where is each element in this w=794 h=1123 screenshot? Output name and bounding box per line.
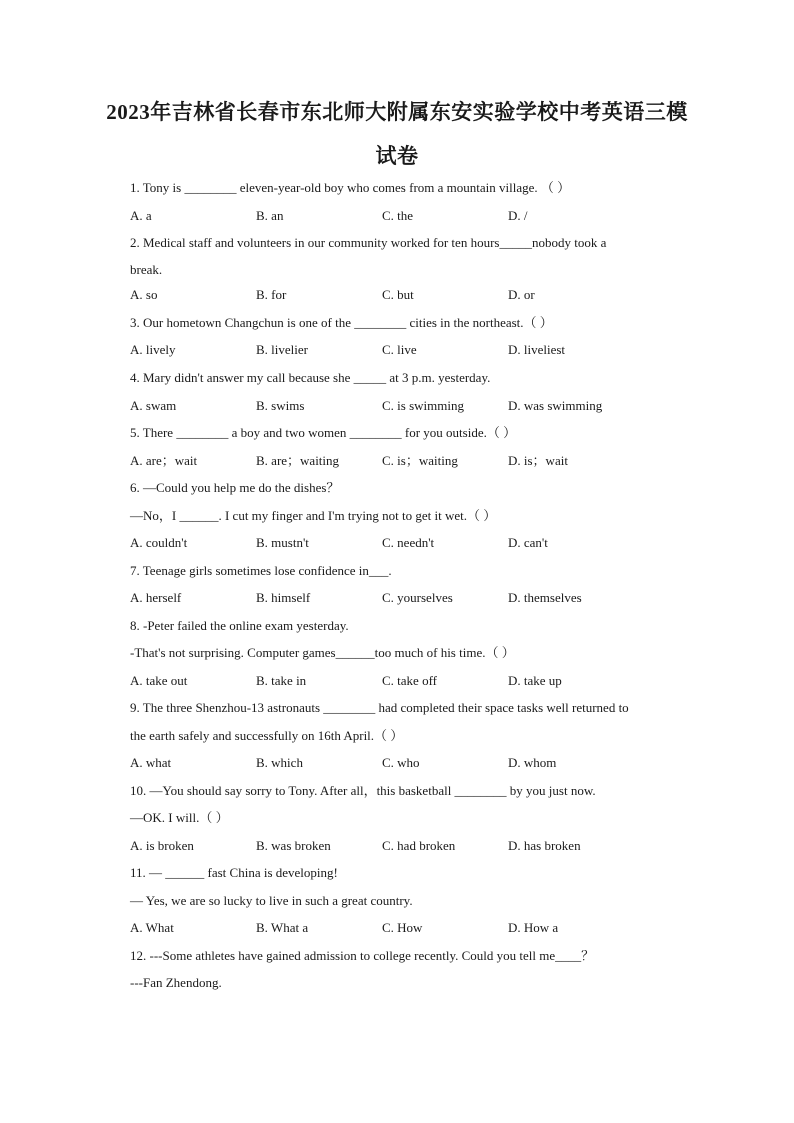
question-11-options [130,920,690,936]
question-6-stem-continued: —No，I ______. I cut my finger and I'm trying not to get it wet.（ ） [130,508,497,523]
question-4-options [130,398,690,414]
question-3-options [130,342,690,358]
option-a: A. what [130,755,172,770]
option-d: D. or [508,287,535,302]
question-1-options [130,208,690,224]
question-1-stem: 1. Tony is ________ eleven-year-old boy who comes from a mountain village. （ ） [130,180,571,195]
question-11-stem: 11. — ______ fast China is developing! [130,865,338,880]
option-a: A. What [130,920,174,935]
option-c: C. yourselves [382,590,453,605]
option-b: B. livelier [256,342,308,357]
option-d: D. take up [508,673,562,688]
question-7-stem: 7. Teenage girls sometimes lose confidence in___. [130,563,392,578]
question-12-stem-continued: ---Fan Zhendong. [130,975,222,990]
option-b: B. which [256,755,303,770]
option-a: A. lively [130,342,176,357]
question-2-stem: 2. Medical staff and volunteers in our community worked for ten hours_____nobody took a [130,235,607,250]
question-9-options [130,755,690,771]
option-c: C. who [382,755,420,770]
option-b: B. was broken [256,838,331,853]
question-7-options [130,590,690,606]
question-10-stem-continued: —OK. I will.（ ） [130,810,229,825]
question-8-stem: 8. -Peter failed the online exam yesterday. [130,618,349,633]
option-c: C. had broken [382,838,456,853]
question-10-options [130,838,690,854]
page-title: 2023年吉林省长春市东北师大附属东安实验学校中考英语三模 [106,100,688,124]
option-b: B. an [256,208,284,223]
question-8-options [130,673,690,689]
option-c: C. take off [382,673,437,688]
page-title-continued: 试卷 [375,144,419,168]
option-c: C. live [382,342,417,357]
option-c: C. but [382,287,414,302]
question-9-stem: 9. The three Shenzhou-13 astronauts ________ had completed their space tasks well returned to [130,700,629,715]
question-6-options [130,535,690,551]
option-c: C. is swimming [382,398,464,413]
option-a: A. a [130,208,152,223]
option-b: B. take in [256,673,307,688]
option-d: D. was swimming [508,398,603,413]
option-b: B. for [256,287,287,302]
option-b: B. What a [256,920,309,935]
option-d: D. can't [508,535,548,550]
option-c: C. How [382,920,423,935]
option-a: A. swam [130,398,177,413]
question-6-stem: 6. —Could you help me do the dishes？ [130,480,340,495]
question-5-options [130,453,690,469]
option-a: A. is broken [130,838,194,853]
option-d: D. whom [508,755,557,770]
option-a: A. are；wait [130,453,198,468]
option-c: C. is；waiting [382,453,458,468]
option-b: B. himself [256,590,311,605]
option-d: D. liveliest [508,342,566,357]
question-8-stem-continued: -That's not surprising. Computer games______too much of his time.（ ） [130,645,515,660]
question-4-stem: 4. Mary didn't answer my call because she _____ at 3 p.m. yesterday. [130,370,491,385]
option-a: A. take out [130,673,188,688]
option-d: D. is；wait [508,453,568,468]
option-b: B. mustn't [256,535,309,550]
question-3-stem: 3. Our hometown Changchun is one of the ________ cities in the northeast.（ ） [130,315,553,330]
question-5-stem: 5. There ________ a boy and two women ________ for you outside.（ ） [130,425,517,440]
question-9-stem-continued: the earth safely and successfully on 16th April.（ ） [130,728,404,743]
question-12-stem: 12. ---Some athletes have gained admission to college recently. Could you tell me____？ [130,948,595,963]
option-b: B. swims [256,398,305,413]
option-c: C. needn't [382,535,435,550]
question-2-stem-continued: break. [130,262,163,277]
option-a: A. so [130,287,158,302]
option-b: B. are；waiting [256,453,340,468]
option-d: D. How a [508,920,559,935]
question-10-stem: 10. —You should say sorry to Tony. After all，this basketball ________ by you just now. [130,783,596,798]
option-d: D. themselves [508,590,582,605]
option-d: D. / [508,208,528,223]
question-2-options [130,287,690,303]
question-11-stem-continued: — Yes, we are so lucky to live in such a great country. [130,893,413,908]
option-d: D. has broken [508,838,581,853]
option-c: C. the [382,208,414,223]
option-a: A. couldn't [130,535,188,550]
option-a: A. herself [130,590,182,605]
